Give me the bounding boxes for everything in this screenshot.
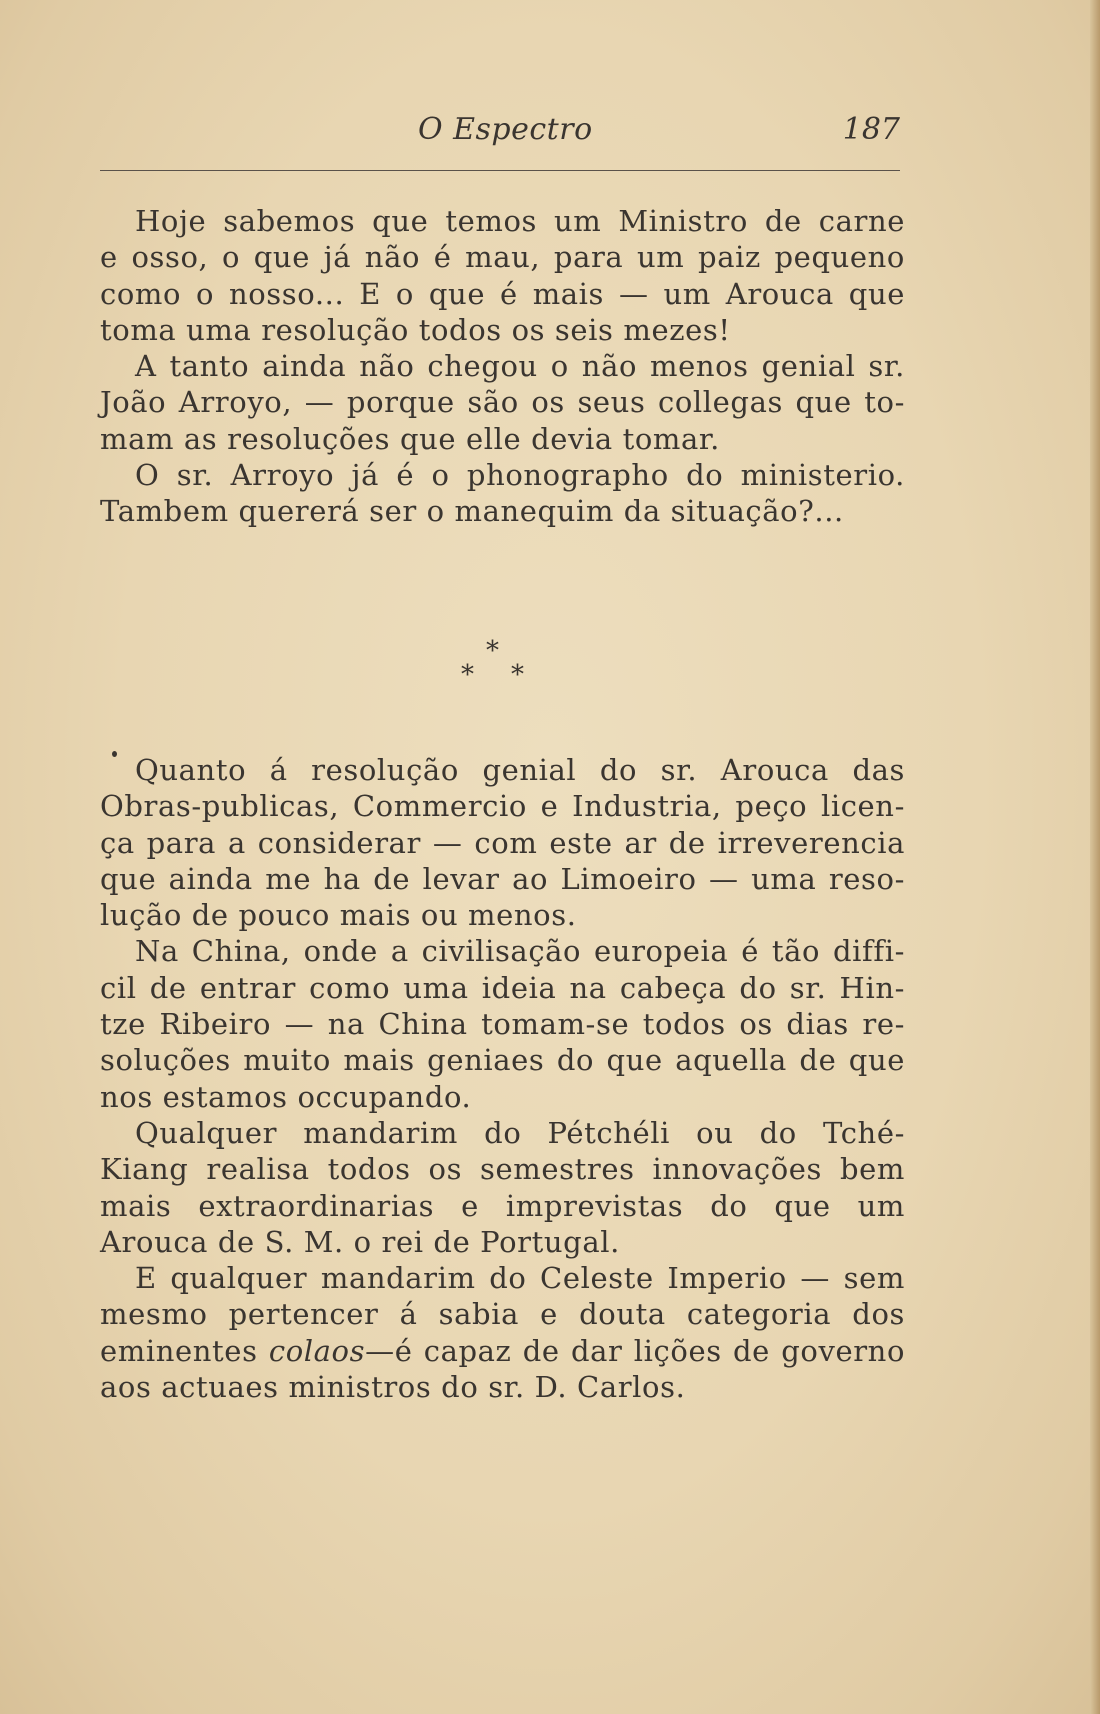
italic-term: colaos: [268, 1333, 366, 1368]
running-title: O Espectro: [418, 112, 593, 147]
text-line: toma uma resolução todos os seis mezes!: [100, 312, 731, 347]
text-line: ça para a considerar — com este ar de irreverencia: [100, 825, 905, 860]
text-line: que ainda me ha de levar ao Limoeiro — uma reso-: [100, 861, 905, 896]
text-line: mam as resoluções que elle devia tomar.: [100, 421, 720, 456]
text-line: como o nosso... E o que é mais — um Arouca que: [100, 276, 905, 311]
text-line: Obras-publicas, Commercio e Industria, peço licen-: [100, 789, 905, 824]
text-line: nos estamos occupando.: [100, 1079, 472, 1114]
text-block-1: [100, 203, 905, 530]
page-number: 187: [842, 112, 900, 147]
text-line: Quanto á resolução genial do sr. Arouca das: [135, 753, 905, 787]
running-header: [100, 112, 900, 156]
text-line: cil de entrar como uma ideia na cabeça do sr. Hin-: [100, 970, 905, 1005]
asterism-star: *: [461, 660, 474, 690]
text-line: mais extraordinarias e imprevistas do que um: [100, 1188, 905, 1223]
text-line: Na China, onde a civilisação europeia é tão diffi-: [135, 934, 905, 969]
text-fragment: eminentes: [100, 1333, 269, 1368]
page-edge: [1090, 0, 1100, 1714]
text-line: Kiang realisa todos os semestres innovações bem: [100, 1152, 905, 1187]
text-line: E qualquer mandarim do Celeste Imperio — sem: [135, 1261, 905, 1296]
text-fragment: —é capaz de dar lições de governo: [365, 1333, 906, 1368]
text-line: O sr. Arroyo já é o phonographo do ministerio.: [135, 458, 905, 493]
asterism-star: *: [486, 636, 499, 666]
text-line: Hoje sabemos que temos um Ministro de carne: [135, 204, 905, 238]
text-line: aos actuaes ministros do sr. D. Carlos.: [100, 1370, 686, 1405]
text-line: mesmo pertencer á sabia e douta categoria dos: [100, 1297, 905, 1332]
header-rule: [100, 170, 900, 171]
text-line: A tanto ainda não chegou o não menos genial sr.: [135, 349, 905, 384]
text-line: Arouca de S. M. o rei de Portugal.: [100, 1224, 620, 1259]
text-line: lução de pouco mais ou menos.: [100, 898, 577, 933]
text-line: João Arroyo, — porque são os seus collegas que to-: [100, 385, 905, 420]
text-line: e osso, o que já não é mau, para um paiz pequeno: [100, 240, 905, 275]
text-line: Tambem quererá ser o manequim da situação?...: [100, 494, 844, 529]
text-line: soluções muito mais geniaes do que aquella de que: [100, 1043, 905, 1078]
text-line: Qualquer mandarim do Pétchéli ou do Tché-: [135, 1115, 905, 1150]
text-line: tze Ribeiro — na China tomam-se todos os dias re-: [100, 1007, 905, 1042]
text-line-mixed: [100, 1333, 905, 1369]
text-block-2: [100, 752, 905, 1405]
section-asterism: [440, 636, 550, 696]
asterism-star: *: [511, 660, 524, 690]
